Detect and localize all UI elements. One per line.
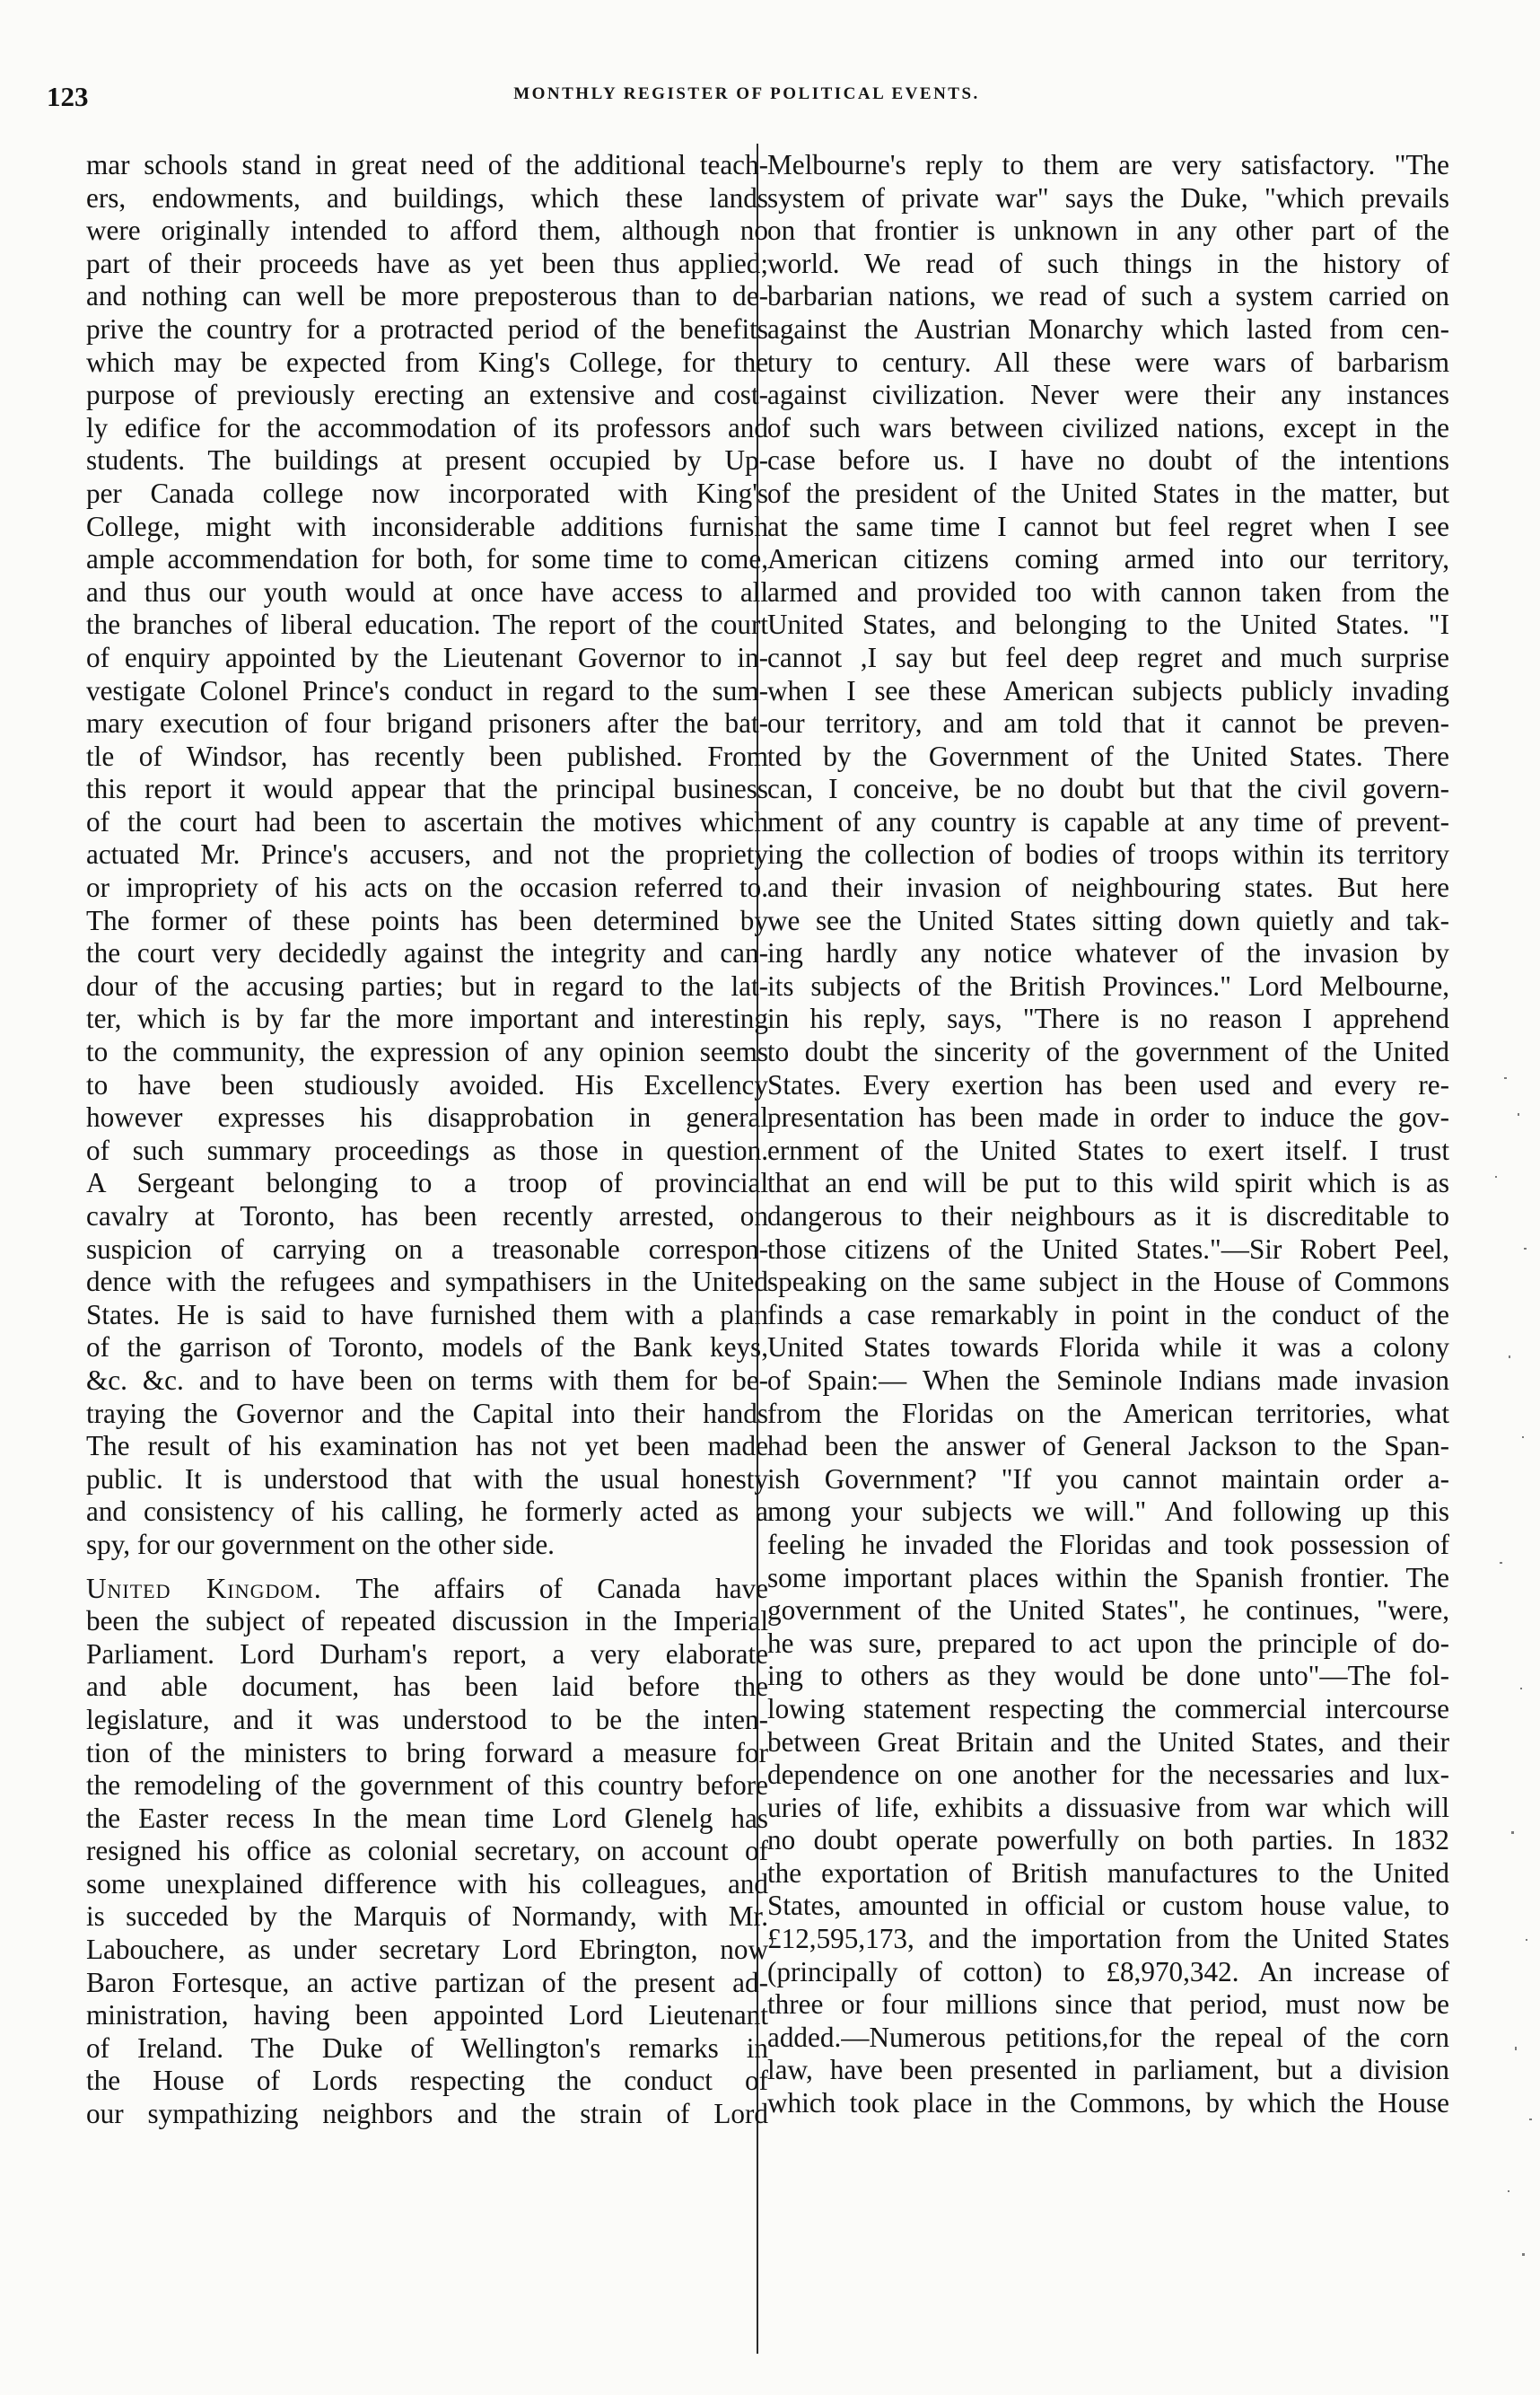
text-line: ment of any country is capable at any time of prevent- (767, 805, 1449, 838)
text-line: ted by the Government of the United States. There (767, 740, 1449, 772)
text-line: no doubt operate powerfully on both parties. In 1832 (767, 1824, 1449, 1856)
text-line: tury to century. All these were wars of barbarism (767, 346, 1449, 378)
text-line: three or four millions since that period, must now be (767, 1988, 1449, 2021)
text-line: speaking on the same subject in the House of Commons (767, 1266, 1449, 1298)
text-line: of Ireland. The Duke of Wellington's remarks in (86, 2031, 768, 2064)
text-line: United Kingdom. The affairs of Canada have (86, 1572, 768, 1604)
text-line: traying the Governor and the Capital into their hands (86, 1397, 768, 1429)
text-line: to the community, the expression of any opinion seems (86, 1036, 768, 1068)
text-line: of Spain:— When the Seminole Indians made invasion (767, 1364, 1449, 1396)
text-line: were originally intended to afford them, although no (86, 215, 768, 247)
text-line: purpose of previously erecting an extensive and cost- (86, 379, 768, 411)
text-line: at the same time I cannot but feel regret when I see (767, 510, 1449, 542)
text-line: can, I conceive, be no doubt but that the civil govern- (767, 773, 1449, 805)
text-line: our sympathizing neighbors and the strain of Lord (86, 2098, 768, 2130)
text-line: we see the United States sitting down quietly and tak- (767, 904, 1449, 936)
text-line: mary execution of four brigand prisoners after the bat- (86, 707, 768, 740)
text-line: ers, endowments, and buildings, which these lands (86, 181, 768, 214)
text-line: and thus our youth would at once have access to all (86, 575, 768, 608)
text-line: ing hardly any notice whatever of the invasion by (767, 937, 1449, 969)
text-line: States. Every exertion has been used and every re- (767, 1068, 1449, 1101)
text-line: some important places within the Spanish frontier. The (767, 1561, 1449, 1593)
text-line: those citizens of the United States."—Sir Robert Peel, (767, 1233, 1449, 1265)
text-line: in his reply, says, "There is no reason I apprehend (767, 1003, 1449, 1035)
text-line: when I see these American subjects publicly invading (767, 674, 1449, 706)
text-line: £12,595,173, and the importation from the United States (767, 1923, 1449, 1955)
text-line: or impropriety of his acts on the occasion referred to. (86, 872, 768, 904)
text-line: lowing statement respecting the commercial intercourse (767, 1692, 1449, 1724)
text-line: ish Government? "If you cannot maintain order a- (767, 1462, 1449, 1495)
text-line: ter, which is by far the more important and interesting (86, 1003, 768, 1035)
text-line: Parliament. Lord Durham's report, a very elaborate (86, 1637, 768, 1670)
text-line: United States towards Florida while it was a colony (767, 1331, 1449, 1364)
text-line: the Easter recess In the mean time Lord Glenelg has (86, 1802, 768, 1834)
text-line: resigned his office as colonial secretary, on account of (86, 1835, 768, 1867)
text-line: per Canada college now incorporated with King's (86, 477, 768, 509)
text-line: however expresses his disapprobation in general (86, 1101, 768, 1134)
text-line: tion of the ministers to bring forward a measure for (86, 1736, 768, 1768)
text-line: ample accommendation for both, for some time to come, (86, 543, 768, 575)
text-line: case before us. I have no doubt of the intentions (767, 444, 1449, 477)
text-line: finds a case remarkably in point in the conduct of the (767, 1298, 1449, 1330)
text-line: Labouchere, as under secretary Lord Ebrington, now (86, 1934, 768, 1966)
text-line: ing the collection of bodies of troops within its territory (767, 838, 1449, 871)
text-line: &c. &c. and to have been on terms with them for be- (86, 1364, 768, 1396)
text-line: the branches of liberal education. The report of the court (86, 609, 768, 641)
text-line: to have been studiously avoided. His Excellency (86, 1068, 768, 1101)
text-line: The result of his examination has not yet been made (86, 1430, 768, 1462)
text-line: and consistency of his calling, he formerly acted as a (86, 1496, 768, 1528)
text-line: prive the country for a protracted period of the benefits (86, 312, 768, 345)
page-edge-specks (1468, 1059, 1540, 2361)
text-line: some unexplained difference with his colleagues, and (86, 1867, 768, 1899)
text-line: ministration, having been appointed Lord Lieutenant (86, 1999, 768, 2031)
text-line: of enquiry appointed by the Lieutenant Governor to in- (86, 641, 768, 673)
text-line: vestigate Colonel Prince's conduct in regard to the sum- (86, 674, 768, 706)
right-column (767, 149, 1449, 2120)
text-line: Baron Fortesque, an active partizan of the present ad- (86, 1966, 768, 1998)
text-line: dour of the accusing parties; but in regard to the lat- (86, 969, 768, 1002)
page-number: 123 (47, 81, 89, 112)
text-line: barbarian nations, we read of such a system carried on (767, 280, 1449, 312)
text-line: he was sure, prepared to act upon the principle of do- (767, 1627, 1449, 1659)
text-line: is succeded by the Marquis of Normandy, with Mr. (86, 1900, 768, 1933)
text-line: added.—Numerous petitions,for the repeal of the corn (767, 2021, 1449, 2053)
text-line: (principally of cotton) to £8,970,342. An increase of (767, 1955, 1449, 1987)
text-line: part of their proceeds have as yet been thus applied; (86, 247, 768, 279)
text-line: dence with the refugees and sympathisers in the United (86, 1266, 768, 1298)
page-header (47, 81, 1447, 122)
text-line: which took place in the Commons, by which the House (767, 2087, 1449, 2119)
text-line: its subjects of the British Provinces." Lord Melbourne, (767, 969, 1449, 1002)
text-line: actuated Mr. Prince's accusers, and not the propriety (86, 838, 768, 871)
text-line: American citizens coming armed into our territory, (767, 543, 1449, 575)
text-line: on that frontier is unknown in any other part of the (767, 215, 1449, 247)
text-line: the House of Lords respecting the conduct of (86, 2065, 768, 2097)
text-line: and able document, has been laid before the (86, 1671, 768, 1703)
text-line: between Great Britain and the United States, and their (767, 1725, 1449, 1758)
text-line: cavalry at Toronto, has been recently arrested, on (86, 1200, 768, 1232)
text-line: government of the United States", he continues, "were, (767, 1594, 1449, 1627)
text-line: that an end will be put to this wild spirit which is as (767, 1167, 1449, 1199)
text-line: law, have been presented in parliament, but a division (767, 2054, 1449, 2086)
text-line: legislature, and it was understood to be the inten- (86, 1703, 768, 1735)
text-line: dependence on one another for the necessaries and lux- (767, 1759, 1449, 1791)
text-line: of the court had been to ascertain the motives which (86, 805, 768, 838)
text-line: this report it would appear that the principal business (86, 773, 768, 805)
text-line: and nothing can well be more preposterous than to de- (86, 280, 768, 312)
text-line: Melbourne's reply to them are very satisfactory. "The (767, 149, 1449, 180)
text-line: A Sergeant belonging to a troop of provincial (86, 1167, 768, 1199)
text-line: to doubt the sincerity of the government of the United (767, 1036, 1449, 1068)
text-line: students. The buildings at present occupied by Up- (86, 444, 768, 477)
text-line: ernment of the United States to exert itself. I trust (767, 1134, 1449, 1166)
text-line: our territory, and am told that it cannot be preven- (767, 707, 1449, 740)
text-line: the exportation of British manufactures to the United (767, 1856, 1449, 1889)
text-line: presentation has been made in order to induce the gov- (767, 1101, 1449, 1134)
text-line: ly edifice for the accommodation of its professors and (86, 411, 768, 443)
text-line: ing to others as they would be done unto"—The fol- (767, 1660, 1449, 1692)
text-line: the remodeling of the government of this country before (86, 1769, 768, 1802)
text-line: suspicion of carrying on a treasonable correspon- (86, 1233, 768, 1265)
paragraph-gap (86, 1562, 768, 1573)
text-line: which may be expected from King's College, for the (86, 346, 768, 378)
left-column (86, 149, 768, 2131)
text-line: United States, and belonging to the United States. "I (767, 609, 1449, 641)
text-line: College, might with inconsiderable additions furnish (86, 510, 768, 542)
text-line: against the Austrian Monarchy which lasted from cen- (767, 312, 1449, 345)
text-line: feeling he invaded the Floridas and took possession of (767, 1528, 1449, 1560)
text-line: armed and provided too with cannon taken from the (767, 575, 1449, 608)
text-line: States. He is said to have furnished them with a plan (86, 1298, 768, 1330)
text-line: tle of Windsor, has recently been published. From (86, 740, 768, 772)
text-line: the court very decidedly against the integrity and can- (86, 937, 768, 969)
text-line: world. We read of such things in the history of (767, 247, 1449, 279)
text-line: dangerous to their neighbours as it is discreditable to (767, 1200, 1449, 1232)
text-line: States, amounted in official or custom house value, to (767, 1890, 1449, 1922)
text-line: against civilization. Never were their any instances (767, 379, 1449, 411)
text-line: been the subject of repeated discussion in the Imperial (86, 1605, 768, 1637)
text-line: The former of these points has been determined by (86, 904, 768, 936)
text-line: had been the answer of General Jackson to the Span- (767, 1430, 1449, 1462)
text-line: mar schools stand in great need of the additional teach- (86, 149, 768, 180)
section-heading: United Kingdom. (86, 1572, 322, 1604)
running-title: MONTHLY REGISTER OF POLITICAL EVENTS. (513, 84, 980, 103)
text-line: system of private war" says the Duke, "which prevails (767, 181, 1449, 214)
text-line: of such summary proceedings as those in question. (86, 1134, 768, 1166)
text-line: mong your subjects we will." And following up this (767, 1496, 1449, 1528)
text-line: and their invasion of neighbouring states. But here (767, 872, 1449, 904)
text-line: spy, for our government on the other side. (86, 1528, 555, 1560)
text-line: from the Floridas on the American territories, what (767, 1397, 1449, 1429)
text-line: cannot ,I say but feel deep regret and much surprise (767, 641, 1449, 673)
text-line: uries of life, exhibits a dissuasive from war which will (767, 1791, 1449, 1823)
text-line: public. It is understood that with the usual honesty (86, 1462, 768, 1495)
text-line: of the president of the United States in the matter, but (767, 477, 1449, 509)
text-line: of the garrison of Toronto, models of the Bank keys, (86, 1331, 768, 1364)
text-line: of such wars between civilized nations, except in the (767, 411, 1449, 443)
